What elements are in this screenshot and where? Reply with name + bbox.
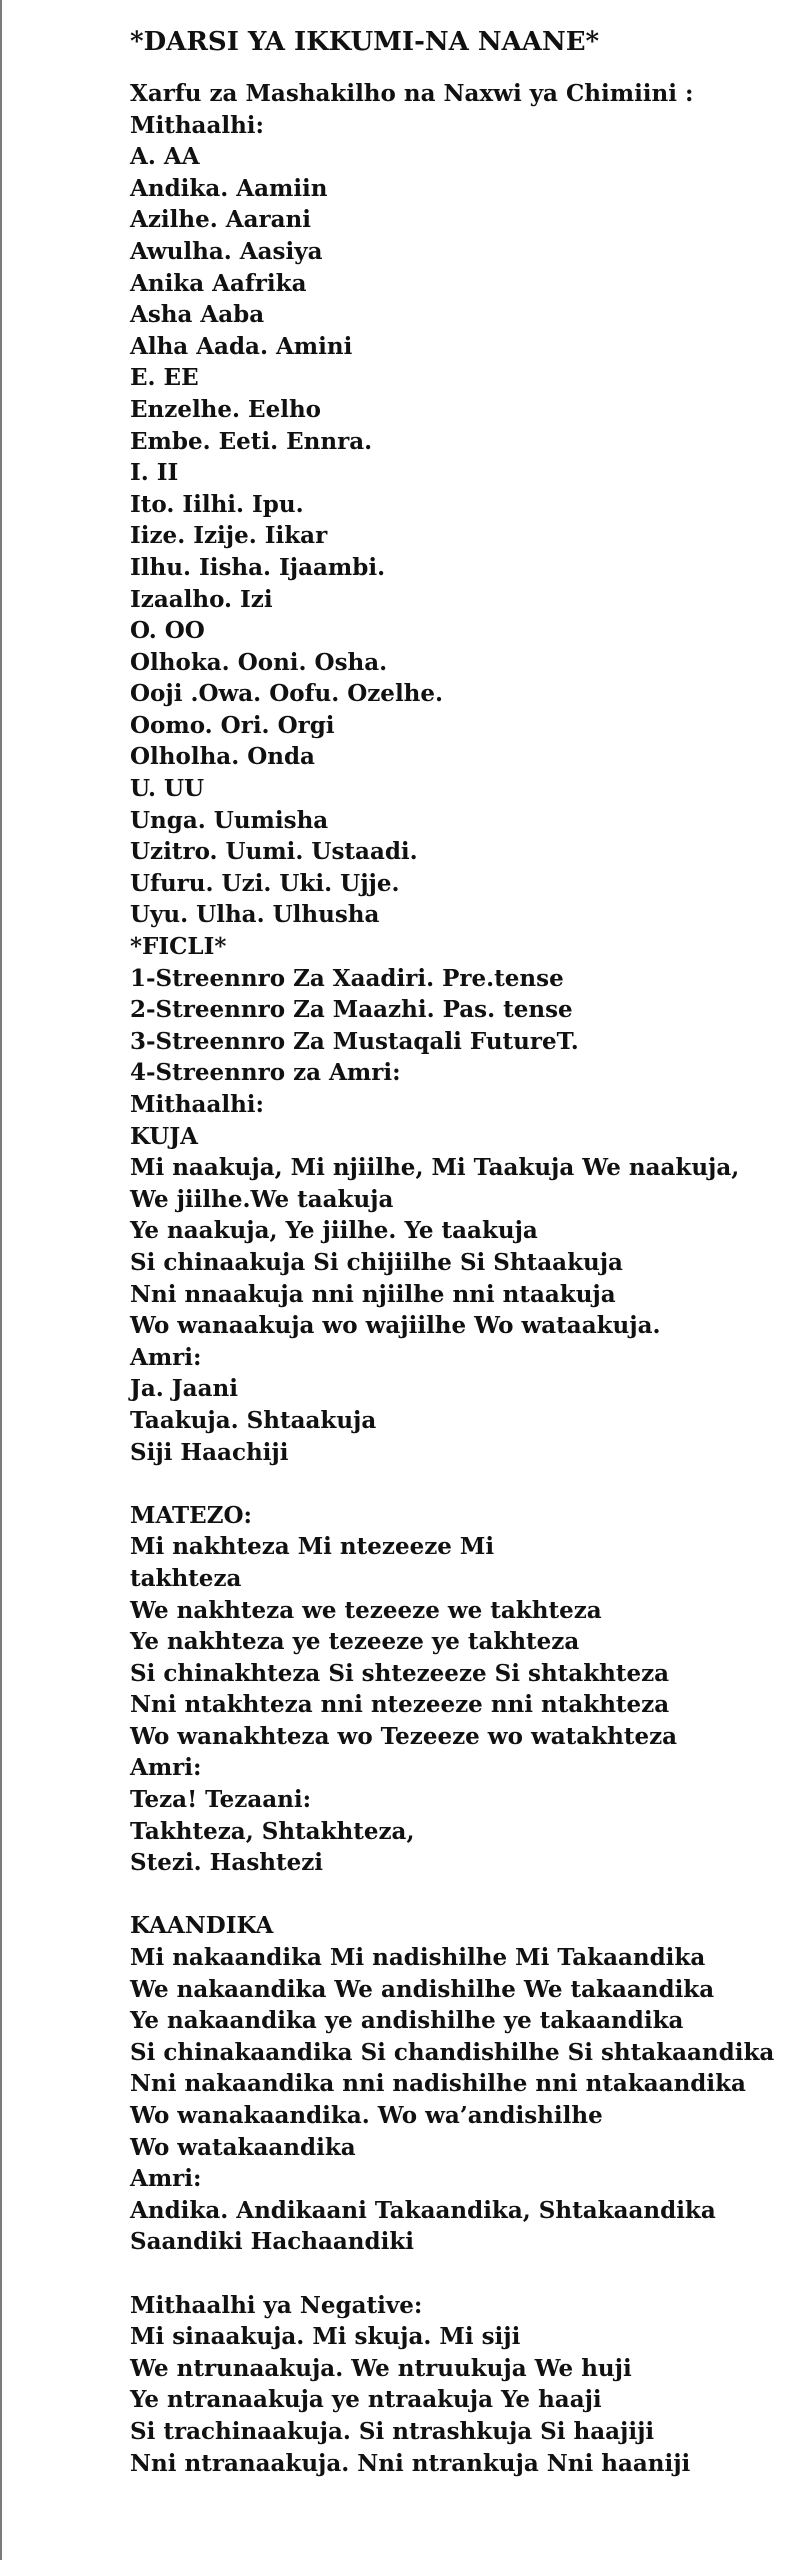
blank-line xyxy=(130,1468,770,1500)
text-line: 4-Streennro za Amri: xyxy=(130,1059,401,1087)
text-line: Mi sinaakuja. Mi skuja. Mi siji xyxy=(130,2323,521,2351)
text-line: Saandiki Hachaandiki xyxy=(130,2228,415,2256)
text-line: 1-Streennro Za Xaadiri. Pre.tense xyxy=(130,964,564,992)
text-line: Andika. Aamiin xyxy=(130,174,328,202)
text-line: We ntrunaakuja. We ntruukuja We huji xyxy=(130,2354,632,2382)
text-line: We jiilhe.We taakuja xyxy=(130,1185,394,1213)
text-line: Enzelhe. Eelho xyxy=(130,395,322,423)
text-line: Xarfu za Mashakilho na Naxwi ya Chimiini : xyxy=(130,80,694,107)
blank-line xyxy=(130,2258,770,2290)
document-lines xyxy=(130,78,775,2479)
text-line: Ye ntranaakuja ye ntraakuja Ye haaji xyxy=(130,2386,602,2414)
text-line: Mithaalhi: xyxy=(130,1091,265,1118)
text-line: Ito. Iilhi. Ipu. xyxy=(130,490,304,518)
text-line: Mi nakhteza Mi ntezeeze Mi xyxy=(130,1533,495,1561)
text-line: Uyu. Ulha. Ulhusha xyxy=(130,901,380,929)
text-line: Unga. Uumisha xyxy=(130,806,329,834)
text-line: Azilhe. Aarani xyxy=(130,206,311,234)
text-line: Nni ntakhteza nni ntezeeze nni ntakhteza xyxy=(130,1691,670,1719)
text-line: takhteza xyxy=(130,1564,242,1592)
text-line: Izaalho. Izi xyxy=(130,585,273,613)
text-line: Si chinakaandika Si chandishilhe Si shtakaandika xyxy=(130,2038,775,2066)
text-line: Asha Aaba xyxy=(130,301,265,329)
text-line: Ilhu. Iisha. Ijaambi. xyxy=(130,553,386,581)
text-line: Si trachinaakuja. Si ntrashkuja Si haajiji xyxy=(130,2417,655,2445)
text-line: Si chinaakuja Si chijiilhe Si Shtaakuja xyxy=(130,1248,623,1276)
text-line: Amri: xyxy=(130,1343,202,1371)
page-left-border xyxy=(0,0,2,2560)
text-line: 3-Streennro Za Mustaqali FutureT. xyxy=(130,1027,579,1055)
document-title: *DARSI YA IKKUMI-NA NAANE* xyxy=(130,27,600,57)
text-line: Ooji .Owa. Oofu. Ozelhe. xyxy=(130,680,444,708)
text-line: Olholha. Onda xyxy=(130,743,315,771)
text-line: Wo wanaakuja wo wajiilhe Wo wataakuja. xyxy=(130,1312,661,1340)
text-line: Ye naakuja, Ye jiilhe. Ye taakuja xyxy=(130,1217,538,1245)
text-line: We nakaandika We andishilhe We takaandika xyxy=(130,1975,715,2003)
text-line: A. AA xyxy=(130,143,200,171)
text-line: Mithaalhi: xyxy=(130,111,265,139)
text-line: Amri: xyxy=(130,2165,202,2193)
text-line: Amri: xyxy=(130,1754,202,1782)
text-line: KUJA xyxy=(130,1122,198,1150)
text-line: Taakuja. Shtaakuja xyxy=(130,1406,377,1434)
text-line: Olhoka. Ooni. Osha. xyxy=(130,648,388,676)
text-line: Takhteza, Shtakhteza, xyxy=(130,1817,415,1845)
text-line: Mithaalhi ya Negative: xyxy=(130,2291,423,2319)
text-line: O. OO xyxy=(130,617,205,645)
text-line: Oomo. Ori. Orgi xyxy=(130,711,335,739)
text-line: Si chinakhteza Si shtezeeze Si shtakhteza xyxy=(130,1659,670,1687)
blank-line xyxy=(130,1879,770,1911)
text-line: MATEZO: xyxy=(130,1501,253,1529)
text-line: U. UU xyxy=(130,775,205,803)
text-line: Alha Aada. Amini xyxy=(130,332,353,360)
text-line: Wo wanakaandika. Wo wa’andishilhe xyxy=(130,2102,603,2129)
text-line: Wo wanakhteza wo Tezeeze wo watakhteza xyxy=(130,1722,678,1750)
document-body xyxy=(130,20,775,2479)
text-line: KAANDIKA xyxy=(130,1912,274,1940)
text-line: Ja. Jaani xyxy=(130,1375,238,1403)
text-line: Mi nakaandika Mi nadishilhe Mi Takaandika xyxy=(130,1944,706,1972)
text-line: Wo watakaandika xyxy=(130,2133,356,2161)
text-line: Anika Aafrika xyxy=(130,269,307,297)
text-line: We nakhteza we tezeeze we takhteza xyxy=(130,1596,602,1624)
text-line: Nni ntranaakuja. Nni ntrankuja Nni haaniji xyxy=(130,2449,691,2477)
text-line: Teza! Tezaani: xyxy=(130,1786,312,1814)
text-line: Ufuru. Uzi. Uki. Ujje. xyxy=(130,869,400,897)
text-line: Siji Haachiji xyxy=(130,1438,289,1466)
text-line: Nni nakaandika nni nadishilhe nni ntakaandika xyxy=(130,2070,746,2098)
text-line: I. II xyxy=(130,459,179,487)
text-line: Ye nakaandika ye andishilhe ye takaandika xyxy=(130,2007,684,2035)
text-line: Andika. Andikaani Takaandika, Shtakaandika xyxy=(130,2196,716,2224)
text-line: Uzitro. Uumi. Ustaadi. xyxy=(130,838,418,866)
text-line: 2-Streennro Za Maazhi. Pas. tense xyxy=(130,996,573,1024)
text-line: Nni nnaakuja nni njiilhe nni ntaakuja xyxy=(130,1280,616,1308)
text-line: Ye nakhteza ye tezeeze ye takhteza xyxy=(130,1628,580,1656)
text-line: E. EE xyxy=(130,364,199,392)
text-line: Iize. Izije. Iikar xyxy=(130,522,328,550)
text-line: Awulha. Aasiya xyxy=(130,237,323,265)
text-line: *FICLI* xyxy=(130,933,227,961)
text-line: Stezi. Hashtezi xyxy=(130,1849,324,1877)
text-line: Mi naakuja, Mi njiilhe, Mi Taakuja We naakuja, xyxy=(130,1154,740,1182)
text-line: Embe. Eeti. Ennra. xyxy=(130,427,373,455)
